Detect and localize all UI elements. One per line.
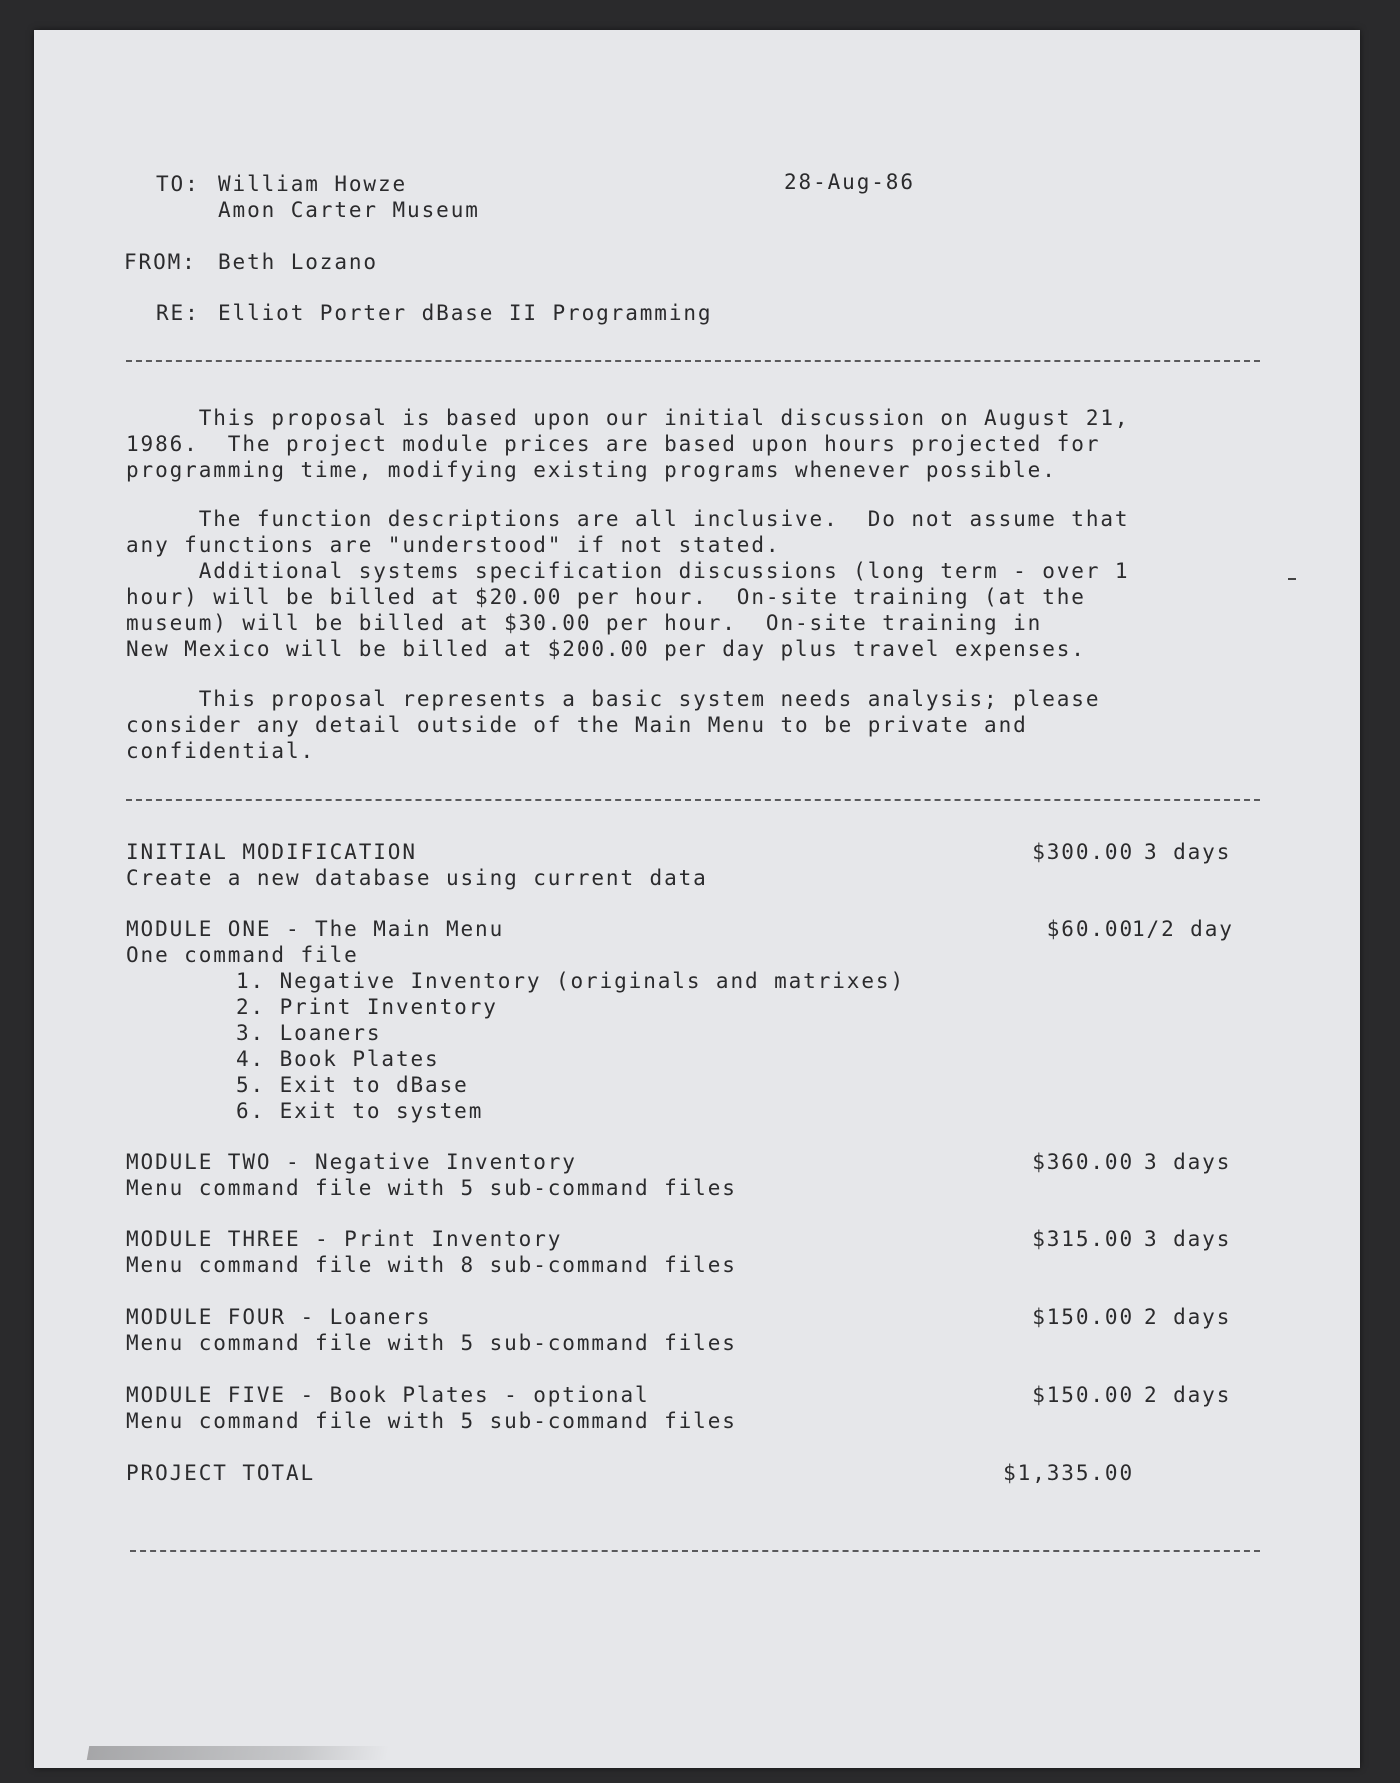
body-line: museum) will be billed at $30.00 per hour. On-site training in [126, 611, 1043, 635]
body-line: hour) will be billed at $20.00 per hour. On-site training (at the [126, 585, 1086, 609]
body-line: confidential. [126, 739, 316, 763]
from-label: FROM: [124, 250, 197, 274]
memo-page [34, 30, 1360, 1768]
item-title: MODULE THREE - Print Inventory [126, 1227, 563, 1251]
total-label: PROJECT TOTAL [126, 1461, 316, 1485]
to-label: TO: [156, 172, 200, 196]
item-title: MODULE FOUR - Loaners [126, 1305, 432, 1329]
item-duration: 3 days [1144, 840, 1232, 864]
item-duration: 3 days [1144, 1150, 1232, 1174]
menu-option: 2. Print Inventory [236, 995, 498, 1019]
item-description: Menu command file with 5 sub-command files [126, 1409, 737, 1433]
from-name: Beth Lozano [218, 250, 378, 274]
body-line: any functions are "understood" if not stated. [126, 533, 781, 557]
item-price: $150.00 [1032, 1305, 1134, 1329]
item-price: $360.00 [1032, 1150, 1134, 1174]
item-duration: 3 days [1144, 1227, 1232, 1251]
item-price: $60.00 [1046, 917, 1134, 941]
menu-option: 5. Exit to dBase [236, 1073, 469, 1097]
to-name: William Howze [218, 172, 408, 196]
item-description: Menu command file with 8 sub-command files [126, 1253, 737, 1277]
item-duration: 1/2 day [1132, 917, 1234, 941]
item-price: $300.00 [1032, 840, 1134, 864]
item-price: $150.00 [1032, 1383, 1134, 1407]
menu-option: 3. Loaners [236, 1021, 382, 1045]
body-line: This proposal represents a basic system needs analysis; please [126, 687, 1101, 711]
divider-bottom [130, 1550, 1260, 1552]
item-description: One command file [126, 943, 359, 967]
stray-mark [1288, 578, 1296, 580]
divider-top [126, 360, 1260, 362]
item-title: MODULE TWO - Negative Inventory [126, 1150, 577, 1174]
item-description: Menu command file with 5 sub-command files [126, 1331, 737, 1355]
item-description: Create a new database using current data [126, 866, 708, 890]
menu-option: 1. Negative Inventory (originals and matrixes) [236, 969, 905, 993]
body-line: The function descriptions are all inclusive. Do not assume that [126, 507, 1130, 531]
item-title: MODULE ONE - The Main Menu [126, 917, 505, 941]
menu-option: 6. Exit to system [236, 1099, 484, 1123]
menu-option: 4. Book Plates [236, 1047, 440, 1071]
item-price: $315.00 [1032, 1227, 1134, 1251]
re-label: RE: [156, 301, 200, 325]
divider-middle [126, 799, 1260, 801]
body-line: programming time, modifying existing programs whenever possible. [126, 458, 1057, 482]
item-duration: 2 days [1144, 1305, 1232, 1329]
item-description: Menu command file with 5 sub-command files [126, 1176, 737, 1200]
item-title: INITIAL MODIFICATION [126, 840, 417, 864]
body-line: This proposal is based upon our initial discussion on August 21, [126, 406, 1130, 430]
memo-date: 28-Aug-86 [784, 170, 915, 194]
item-duration: 2 days [1144, 1383, 1232, 1407]
re-subject: Elliot Porter dBase II Programming [218, 301, 713, 325]
body-line: 1986. The project module prices are based upon hours projected for [126, 432, 1101, 456]
item-title: MODULE FIVE - Book Plates - optional [126, 1383, 650, 1407]
to-organization: Amon Carter Museum [218, 198, 480, 222]
paper-scuff [87, 1746, 389, 1760]
body-line: New Mexico will be billed at $200.00 per day plus travel expenses. [126, 637, 1086, 661]
body-line: consider any detail outside of the Main Menu to be private and [126, 713, 1028, 737]
body-line: Additional systems specification discussions (long term - over 1 [126, 559, 1130, 583]
total-amount: $1,335.00 [1003, 1461, 1134, 1485]
